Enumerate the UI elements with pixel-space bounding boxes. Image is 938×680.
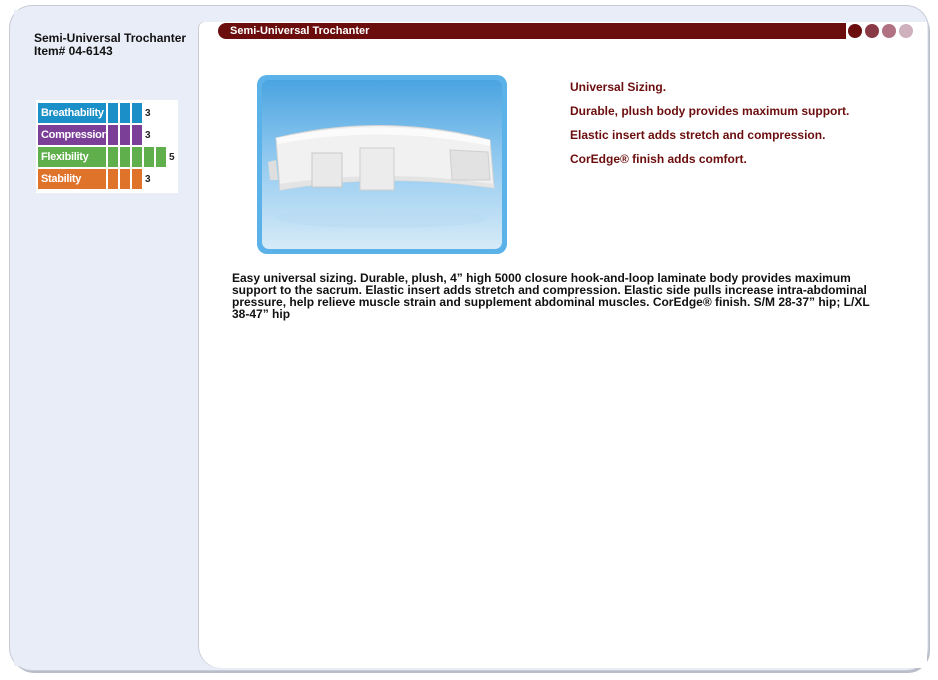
rating-value: 5: [169, 152, 175, 163]
rating-segment: [108, 125, 118, 145]
rating-segment: [132, 103, 142, 123]
rating-segment: [108, 103, 118, 123]
rating-label: Breathability: [38, 103, 106, 123]
rating-segment: [132, 147, 142, 167]
header-dot-4: [899, 24, 913, 38]
header-dot-1: [848, 24, 862, 38]
rating-label: Stability: [38, 169, 106, 189]
product-name: Semi-Universal Trochanter: [34, 31, 187, 45]
feature-item: Universal Sizing.: [570, 80, 667, 94]
rating-value: 3: [145, 130, 151, 141]
trochanter-belt-icon: [262, 80, 502, 249]
rating-segment: [156, 147, 166, 167]
product-title: [34, 32, 186, 58]
rating-value: 3: [145, 108, 151, 119]
rating-segment: [120, 147, 130, 167]
feature-item: CorEdge® finish adds comfort.: [570, 152, 747, 166]
header-dot-3: [882, 24, 896, 38]
rating-segment: [132, 125, 142, 145]
product-item-number: Item# 04-6143: [34, 44, 113, 58]
rating-segment: [132, 169, 142, 189]
rating-label: Flexibility: [38, 147, 106, 167]
rating-segment: [108, 169, 118, 189]
header-dot-2: [865, 24, 879, 38]
rating-label: Compression: [38, 125, 106, 145]
rating-segment: [108, 147, 118, 167]
product-description: Easy universal sizing. Durable, plush, 4” high 5000 closure hook-and-loop laminate body provides maximum support to the sacrum. Elastic insert adds stretch and compression. Elastic side pulls increase intra-abdominal pressure, help relieve muscle strain and supplement abdominal muscles. CorEdge® finish. S/M 28-37” hip; L/XL 38-47” hip: [232, 271, 870, 321]
rating-value: 3: [145, 174, 151, 185]
rating-segment: [144, 147, 154, 167]
product-photo: [257, 75, 507, 254]
feature-list: [570, 80, 849, 176]
feature-item: Durable, plush body provides maximum support.: [570, 104, 850, 118]
rating-segment: [120, 103, 130, 123]
rating-segment: [120, 125, 130, 145]
rating-segment: [120, 169, 130, 189]
header-bar: [218, 23, 846, 39]
feature-item: Elastic insert adds stretch and compression.: [570, 128, 826, 142]
ratings-panel: [36, 100, 178, 193]
header-title: Semi-Universal Trochanter: [230, 25, 370, 37]
